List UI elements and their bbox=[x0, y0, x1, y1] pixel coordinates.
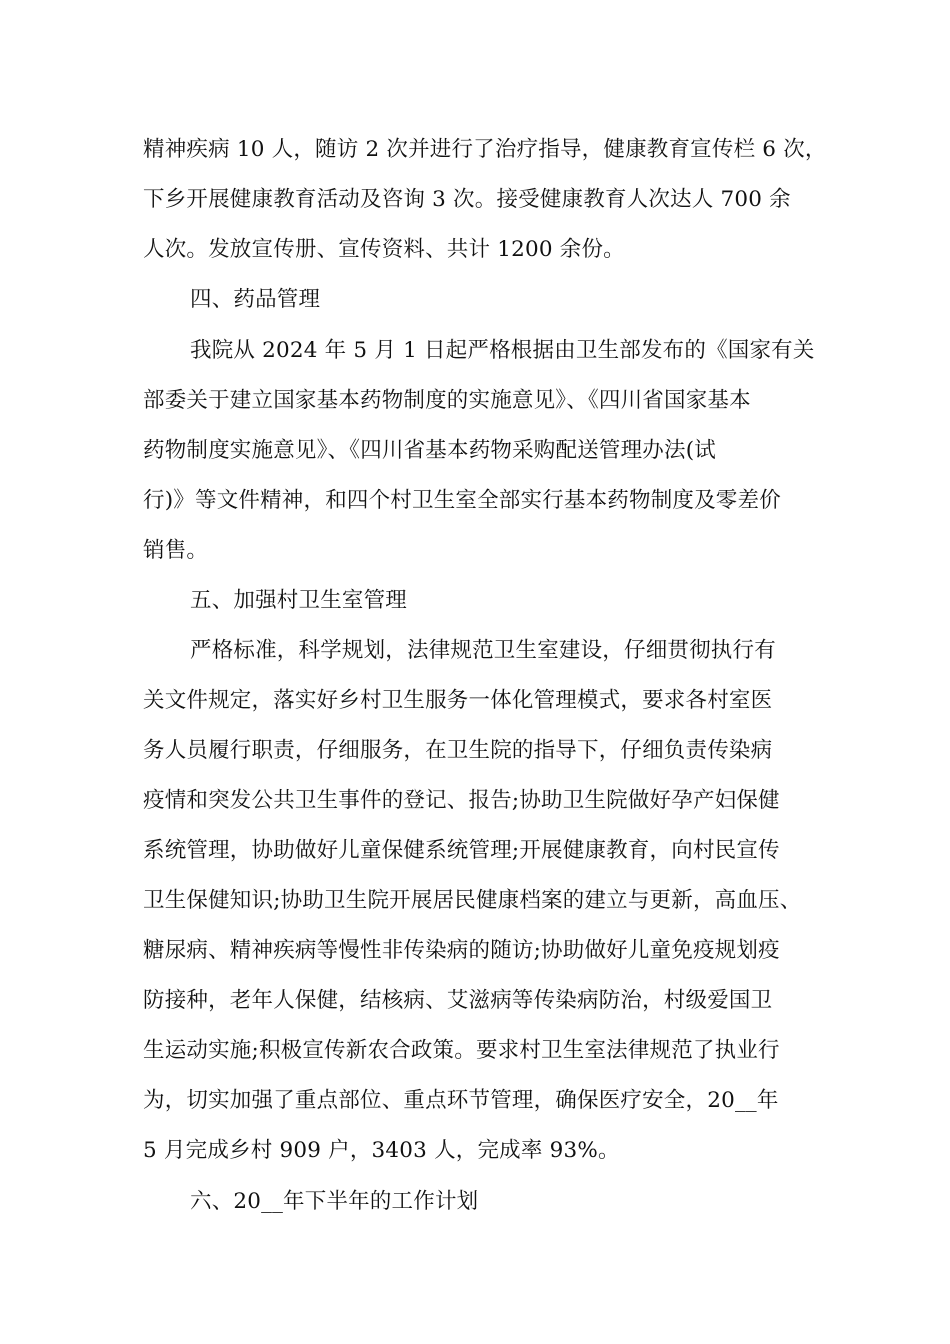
body-text-line: 务人员履行职责，仔细服务，在卫生院的指导下，仔细负责传染病 bbox=[143, 738, 773, 763]
body-text-line: 关文件规定，落实好乡村卫生服务一体化管理模式，要求各村室医 bbox=[143, 688, 773, 713]
body-text-line: 疫情和突发公共卫生事件的登记、报告;协助卫生院做好孕产妇保健 bbox=[143, 788, 780, 813]
body-text-line: 糖尿病、精神疾病等慢性非传染病的随访;协助做好儿童免疫规划疫 bbox=[143, 938, 780, 963]
body-text-line: 我院从 2024 年 5 月 1 日起严格根据由卫生部发布的《国家有关 bbox=[190, 338, 815, 363]
body-text-line: 为，切实加强了重点部位、重点环节管理，确保医疗安全，20__年 bbox=[143, 1088, 779, 1113]
body-text-line: 卫生保健知识;协助卫生院开展居民健康档案的建立与更新，高血压、 bbox=[143, 888, 802, 913]
section-heading-work-plan: 六、20__年下半年的工作计划 bbox=[190, 1189, 479, 1214]
body-text-line: 下乡开展健康教育活动及咨询 3 次。接受健康教育人次达人 700 余 bbox=[143, 187, 791, 212]
section-heading-village-clinic: 五、加强村卫生室管理 bbox=[190, 588, 408, 613]
body-text-line: 销售。 bbox=[143, 538, 209, 563]
body-text-line: 严格标准，科学规划，法律规范卫生室建设，仔细贯彻执行有 bbox=[190, 638, 776, 663]
body-text-line: 精神疾病 10 人，随访 2 次并进行了治疗指导，健康教育宣传栏 6 次， bbox=[143, 137, 827, 162]
body-text-line: 行)》等文件精神，和四个村卫生室全部实行基本药物制度及零差价 bbox=[143, 488, 781, 513]
body-text-line: 系统管理，协助做好儿童保健系统管理;开展健康教育，向村民宣传 bbox=[143, 838, 780, 863]
body-text-line: 生运动实施;积极宣传新农合政策。要求村卫生室法律规范了执业行 bbox=[143, 1038, 780, 1063]
body-text-line: 人次。发放宣传册、宣传资料、共计 1200 余份。 bbox=[143, 237, 625, 262]
body-text-line: 部委关于建立国家基本药物制度的实施意见》、《四川省国家基本 bbox=[143, 388, 751, 413]
body-text-line: 防接种，老年人保健，结核病、艾滋病等传染病防治，村级爱国卫 bbox=[143, 988, 773, 1013]
section-heading-drug-management: 四、药品管理 bbox=[190, 287, 321, 312]
body-text-line: 5 月完成乡村 909 户，3403 人，完成率 93%。 bbox=[143, 1138, 620, 1163]
body-text-line: 药物制度实施意见》、《四川省基本药物采购配送管理办法(试 bbox=[143, 438, 716, 463]
